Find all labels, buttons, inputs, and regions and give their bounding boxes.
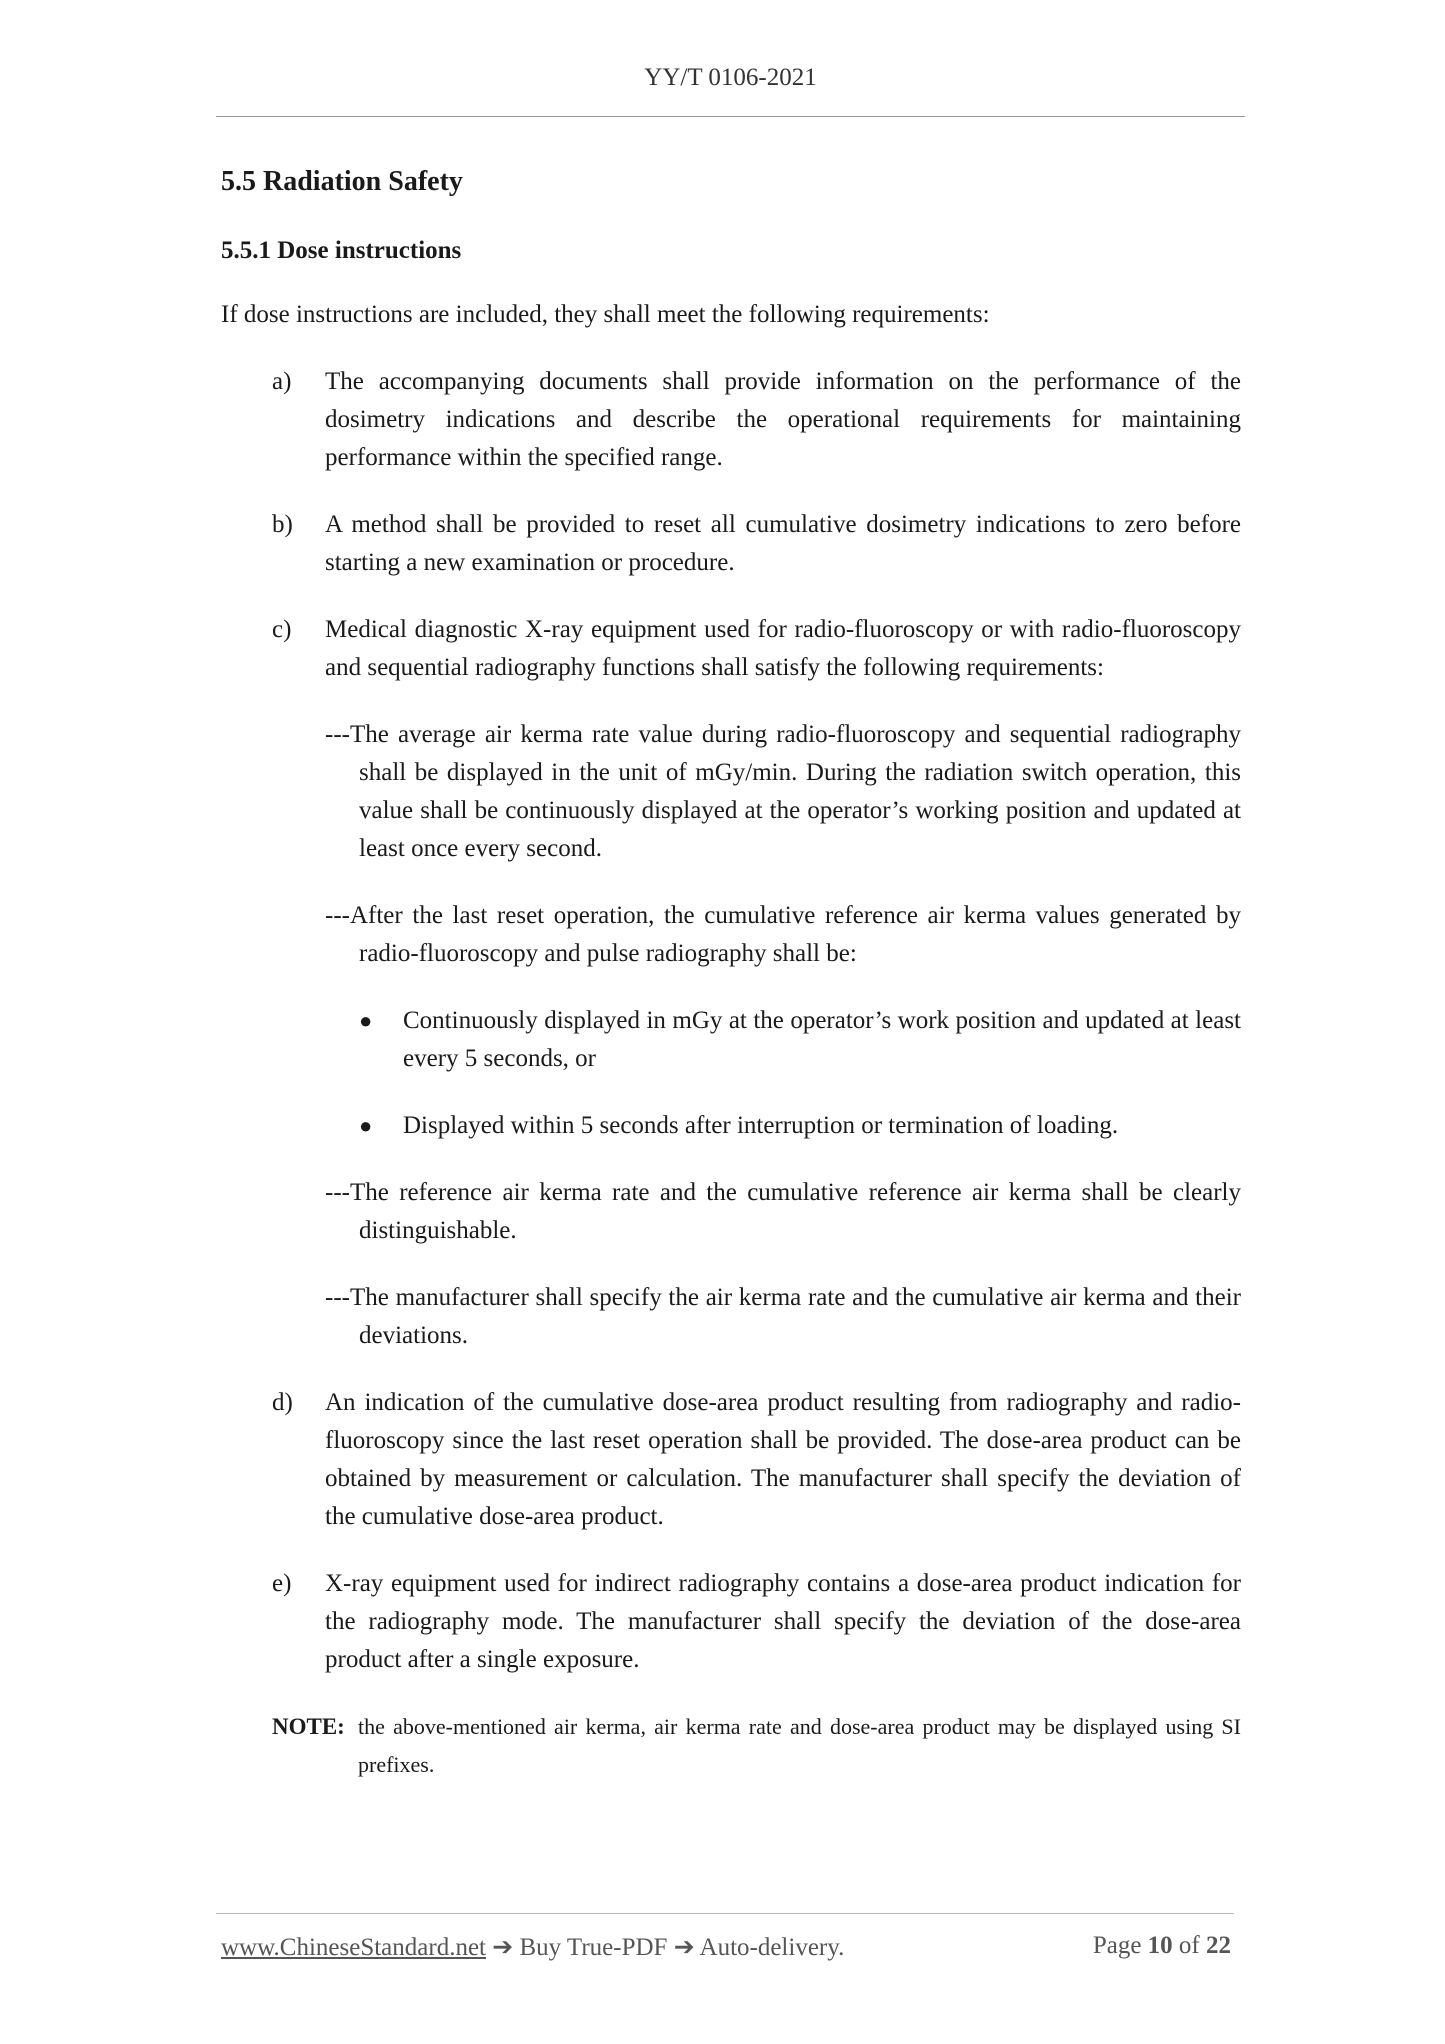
buy-text: Buy True-PDF (519, 1934, 668, 1961)
list-marker: a) (272, 368, 292, 395)
bullet-text: Displayed within 5 seconds after interruption or termination of loading. (403, 1112, 1119, 1139)
list-item-a (221, 363, 1241, 477)
current-page: 10 (1147, 1932, 1173, 1959)
of-word: of (1178, 1932, 1200, 1959)
footer-promo (221, 1932, 844, 1962)
list-item-d (221, 1384, 1241, 1536)
bullet-dot-icon: ● (359, 1008, 373, 1033)
note-text: the above-mentioned air kerma, air kerma rate and dose-area product may be displayed using SI prefixes. (358, 1714, 1241, 1777)
list-item-e (221, 1565, 1241, 1679)
section-title: 5.5 Radiation Safety (221, 166, 463, 197)
bullet-item (359, 1002, 1241, 1078)
page-number (1093, 1932, 1231, 1962)
page-header: YY/T 0106-2021 (644, 64, 817, 91)
list-marker: d) (272, 1389, 293, 1416)
bullet-text: Continuously displayed in mGy at the operator’s work position and updated at least every 5 seconds, or (403, 1007, 1241, 1072)
delivery-text: Auto-delivery. (699, 1934, 845, 1961)
list-text: The accompanying documents shall provide information on the performance of the dosimetry indications and describe the operational requirements for maintaining performance within the specified range. (325, 368, 1241, 471)
footer-divider (216, 1913, 1234, 1914)
header-divider (216, 116, 1245, 117)
list-text: X-ray equipment used for indirect radiography contains a dose-area product indication for the radiography mode. The manufacturer shall specify the deviation of the dose-area product after a single exposure. (325, 1570, 1241, 1673)
sub-requirement: ---The manufacturer shall specify the air kerma rate and the cumulative air kerma and their deviations. (325, 1284, 1241, 1349)
list-marker: e) (272, 1570, 292, 1597)
intro-paragraph: If dose instructions are included, they shall meet the following requirements: (221, 301, 990, 328)
total-pages: 22 (1206, 1932, 1231, 1959)
note-block (272, 1708, 1241, 1784)
sub-requirement: ---After the last reset operation, the cumulative reference air kerma values generated by radio-fluoroscopy and pulse radiography shall be: (325, 902, 1241, 967)
list-item-c (221, 611, 1241, 687)
list-item-b (221, 506, 1241, 582)
arrow-right-icon: ➔ (673, 1934, 695, 1961)
list-text: A method shall be provided to reset all cumulative dosimetry indications to zero before starting a new examination or procedure. (325, 511, 1241, 576)
note-label: NOTE: (272, 1714, 345, 1739)
list-text: An indication of the cumulative dose-area product resulting from radiography and radio-fluoroscopy since the last reset operation shall be provided. The dose-area product can be obtained by measurement or calculation. The manufacturer shall specify the deviation of the cumulative dose-area product. (325, 1389, 1241, 1530)
list-marker: c) (272, 616, 292, 643)
sub-requirement: ---The average air kerma rate value during radio-fluoroscopy and sequential radiography shall be displayed in the unit of mGy/min. During the radiation switch operation, this value shall be continuously displayed at the operator’s working position and updated at least once every second. (325, 721, 1241, 862)
arrow-right-icon: ➔ (492, 1934, 514, 1961)
document-body (221, 158, 1241, 1784)
page-footer (221, 1932, 1231, 1962)
page-word: Page (1092, 1932, 1142, 1959)
list-marker: b) (272, 511, 293, 538)
subsection-title: 5.5.1 Dose instructions (221, 237, 462, 264)
sub-requirement: ---The reference air kerma rate and the cumulative reference air kerma shall be clearly distinguishable. (325, 1179, 1241, 1244)
bullet-dot-icon: ● (359, 1113, 373, 1138)
list-text: Medical diagnostic X-ray equipment used for radio-fluoroscopy or with radio-fluoroscopy and sequential radiography functions shall satisfy the following requirements: (325, 616, 1241, 681)
website-link[interactable]: www.ChineseStandard.net (221, 1934, 486, 1961)
bullet-item (359, 1107, 1241, 1145)
